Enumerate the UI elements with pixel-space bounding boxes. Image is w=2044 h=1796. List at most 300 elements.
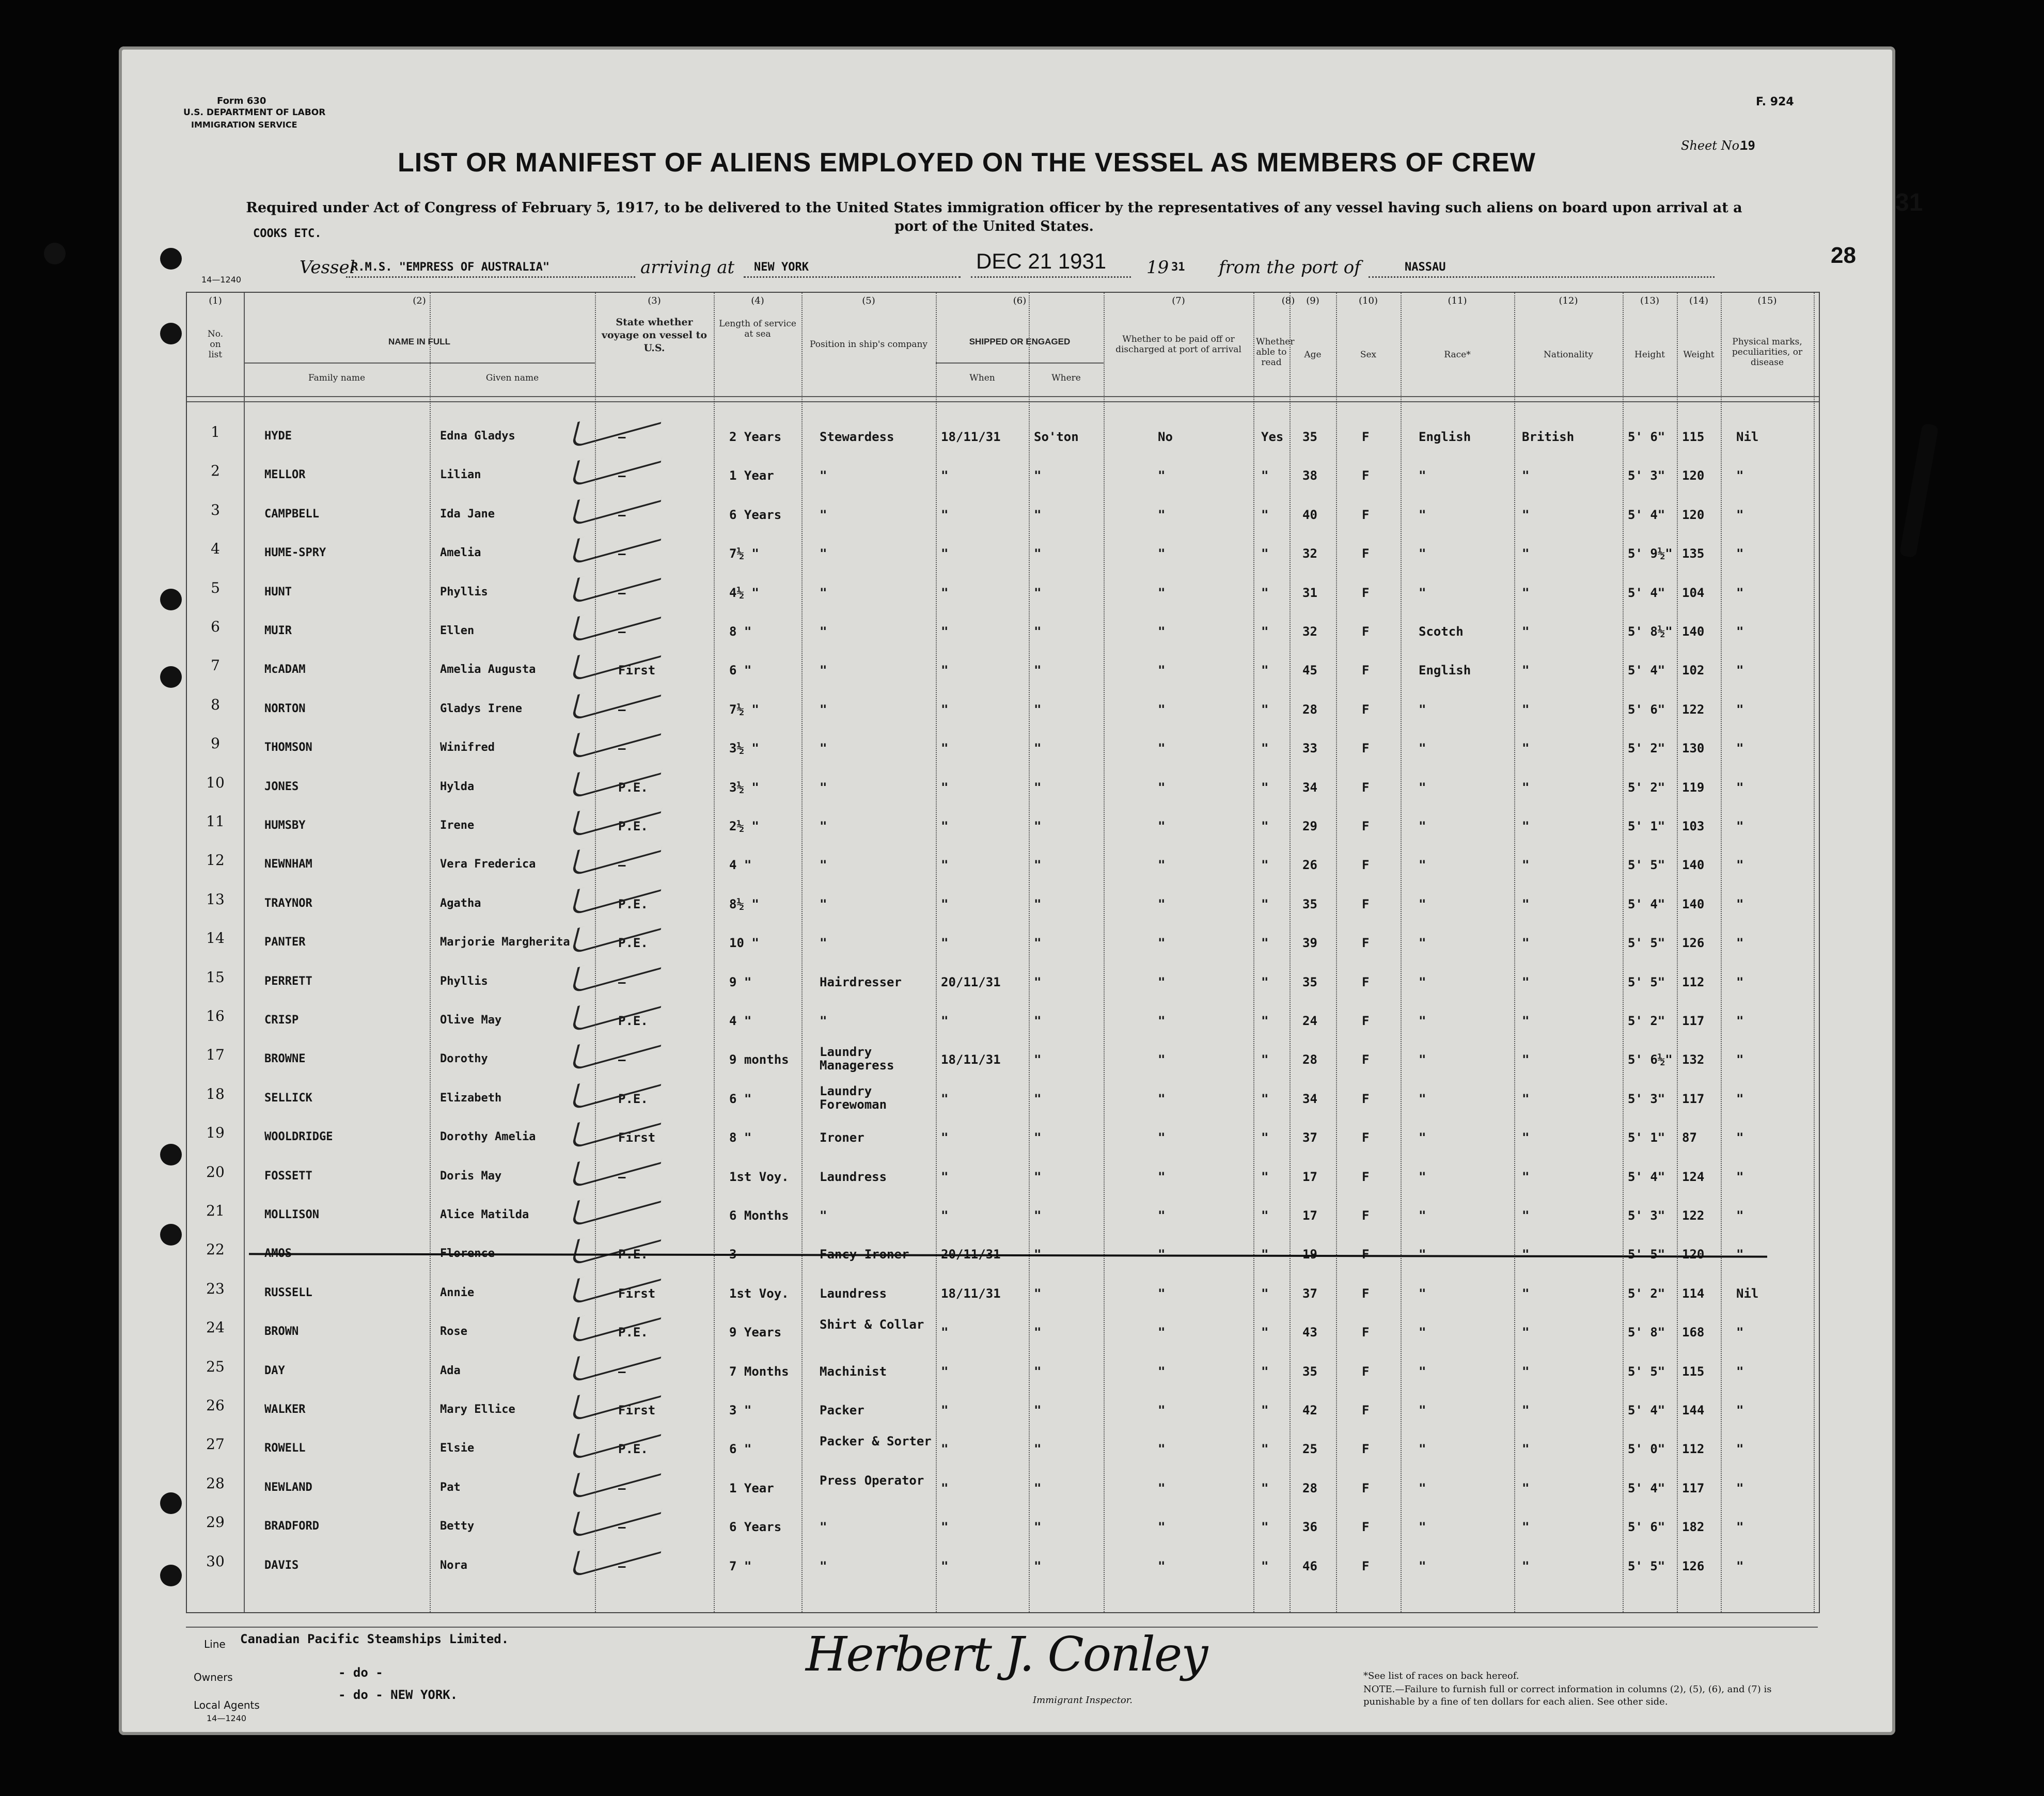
nationality-cell: " [1522, 1403, 1530, 1417]
weight-cell: 120 [1682, 468, 1705, 483]
voyage-cell: — [618, 974, 626, 989]
height-cell: 5' 3" [1628, 468, 1665, 483]
able-to-read-cell: " [1261, 936, 1269, 951]
row-number: 30 [206, 1552, 225, 1570]
race-cell: " [1419, 1325, 1426, 1340]
col-head-no: No. on list [207, 329, 224, 360]
row-number: 18 [206, 1085, 225, 1102]
col-num: (12) [1559, 295, 1578, 306]
height-cell: 5' 5" [1628, 936, 1665, 951]
shipped-where-cell: " [1034, 780, 1042, 795]
able-to-read-cell: " [1261, 780, 1269, 795]
family-name-cell: McADAM [264, 663, 306, 676]
able-to-read-cell: " [1261, 1014, 1269, 1028]
shipped-where-cell: " [1034, 1286, 1042, 1301]
table-row [187, 657, 1819, 694]
year-prefix: 19 [1146, 257, 1169, 278]
voyage-cell: — [618, 741, 626, 756]
weight-cell: 102 [1682, 663, 1705, 678]
voyage-cell: — [618, 1052, 626, 1067]
footer-form-code: 14—1240 [207, 1713, 247, 1723]
f-number: F. 924 [1756, 96, 1794, 108]
age-cell: 28 [1302, 702, 1317, 717]
shipped-when-cell: 20/11/31 [941, 974, 1001, 989]
shipped-where-cell: " [1034, 702, 1042, 717]
nationality-cell: " [1522, 507, 1530, 522]
family-name-cell: WALKER [264, 1403, 306, 1416]
col-head-where: Where [1051, 373, 1081, 383]
binder-hole [160, 666, 182, 688]
row-number: 12 [206, 852, 225, 869]
age-cell: 37 [1302, 1286, 1317, 1301]
shipped-where-cell: " [1034, 507, 1042, 522]
marks-cell: Nil [1736, 430, 1759, 444]
paid-off-cell: " [1158, 819, 1166, 833]
shipped-when-cell: " [941, 1442, 949, 1457]
row-number: 3 [211, 501, 220, 518]
name-divider [244, 363, 595, 364]
service-cell: 4½ " [729, 585, 759, 600]
agents-label: Local Agents [194, 1699, 260, 1711]
owners-label: Owners [194, 1671, 233, 1683]
position-cell: " [820, 468, 827, 483]
height-cell: 5' 6" [1628, 1520, 1665, 1535]
shipped-where-cell: " [1034, 1091, 1042, 1106]
row-number: 11 [206, 813, 225, 830]
position-cell: " [820, 663, 827, 678]
shipped-where-cell: So'ton [1034, 430, 1079, 444]
col-head-name: NAME IN FULL [388, 337, 450, 346]
nationality-cell: " [1522, 585, 1530, 600]
weight-cell: 135 [1682, 546, 1705, 561]
race-cell: " [1419, 1442, 1426, 1457]
paid-off-cell: " [1158, 585, 1166, 600]
family-name-cell: FOSSETT [264, 1169, 312, 1183]
able-to-read-cell: " [1261, 974, 1269, 989]
row-number: 20 [206, 1163, 225, 1180]
shipped-when-cell: " [941, 702, 949, 717]
service-cell: 3½ " [729, 741, 759, 756]
paid-off-cell: " [1158, 1286, 1166, 1301]
service-cell: 1st Voy. [729, 1286, 789, 1301]
weight-cell: 144 [1682, 1403, 1705, 1417]
height-cell: 5' 4" [1628, 1403, 1665, 1417]
age-cell: 29 [1302, 819, 1317, 833]
able-to-read-cell: " [1261, 1052, 1269, 1067]
row-number: 9 [211, 735, 220, 752]
shipped-where-cell: " [1034, 585, 1042, 600]
height-cell: 5' 2" [1628, 780, 1665, 795]
age-cell: 33 [1302, 741, 1317, 756]
able-to-read-cell: " [1261, 1442, 1269, 1457]
voyage-cell: — [618, 546, 626, 561]
row-number: 22 [206, 1241, 225, 1258]
given-name-cell: Phyllis [440, 974, 488, 988]
position-cell: " [820, 936, 827, 951]
able-to-read-cell: " [1261, 1520, 1269, 1535]
race-cell: " [1419, 896, 1426, 911]
position-cell: Press Operator [820, 1473, 924, 1488]
age-cell: 26 [1302, 858, 1317, 873]
table-row [187, 1552, 1819, 1590]
height-cell: 5' 4" [1628, 507, 1665, 522]
sex-cell: F [1362, 1208, 1370, 1223]
shipped-when-cell: " [941, 741, 949, 756]
given-name-cell: Betty [440, 1520, 475, 1533]
nationality-cell: " [1522, 1247, 1530, 1262]
position-cell: " [820, 896, 827, 911]
height-cell: 5' 8½" [1628, 624, 1673, 639]
service-cell: 2 Years [729, 430, 782, 444]
position-cell: Ironer [820, 1130, 864, 1145]
service-cell: 10 " [729, 936, 759, 951]
marks-cell: " [1736, 546, 1744, 561]
shipped-where-cell: " [1034, 624, 1042, 639]
table-row [187, 579, 1819, 617]
sex-cell: F [1362, 1480, 1370, 1495]
col-head-age: Age [1304, 350, 1322, 360]
from-port: NASSAU [1405, 261, 1446, 274]
shipped-where-cell: " [1034, 1403, 1042, 1417]
height-cell: 5' 6½" [1628, 1052, 1673, 1067]
shipped-when-cell: " [941, 1364, 949, 1379]
sex-cell: F [1362, 819, 1370, 833]
nationality-cell: " [1522, 1480, 1530, 1495]
given-name-cell: Agatha [440, 896, 481, 910]
race-cell: " [1419, 780, 1426, 795]
weight-cell: 114 [1682, 1286, 1705, 1301]
shipped-when-cell: " [941, 1558, 949, 1573]
nationality-cell: " [1522, 741, 1530, 756]
given-name-cell: Marjorie Margherita [440, 936, 570, 949]
position-cell: " [820, 702, 827, 717]
position-cell: " [820, 507, 827, 522]
race-cell: " [1419, 1558, 1426, 1573]
sheet-number: 19 [1740, 138, 1755, 153]
shipped-where-cell: " [1034, 1364, 1042, 1379]
age-cell: 17 [1302, 1169, 1317, 1184]
paid-off-cell: " [1158, 780, 1166, 795]
marks-cell: " [1736, 1442, 1744, 1457]
height-cell: 5' 4" [1628, 585, 1665, 600]
col-head-marks: Physical marks, peculiarities, or disease [1732, 337, 1803, 368]
given-name-cell: Gladys Irene [440, 702, 522, 715]
row-number: 25 [206, 1358, 225, 1375]
sex-cell: F [1362, 585, 1370, 600]
sex-cell: F [1362, 546, 1370, 561]
marks-cell: " [1736, 1403, 1744, 1417]
table-row [187, 1317, 1819, 1356]
able-to-read-cell: " [1261, 1325, 1269, 1340]
able-to-read-cell: " [1261, 1403, 1269, 1417]
sex-cell: F [1362, 741, 1370, 756]
height-cell: 5' 4" [1628, 663, 1665, 678]
height-cell: 5' 2" [1628, 1014, 1665, 1028]
weight-cell: 87 [1682, 1130, 1697, 1145]
given-name-cell: Phyllis [440, 585, 488, 598]
service-cell: 6 " [729, 663, 752, 678]
service-cell: 7 " [729, 1558, 752, 1573]
shipped-where-cell: " [1034, 546, 1042, 561]
form-code: 14—1240 [201, 275, 242, 285]
col-head-position: Position in ship's company [809, 339, 928, 350]
shipped-when-cell: 18/11/31 [941, 1052, 1001, 1067]
position-cell: Shirt & Collar [820, 1317, 924, 1332]
col-head-race: Race* [1444, 350, 1471, 360]
service-cell: 8 " [729, 1130, 752, 1145]
col-head-voyage: State whether voyage on vessel to U.S. [601, 317, 707, 354]
given-name-cell: Annie [440, 1286, 475, 1299]
paid-off-cell: " [1158, 896, 1166, 911]
voyage-cell: — [618, 1558, 626, 1573]
shipped-when-cell: " [941, 1325, 949, 1340]
service-cell: 1 Year [729, 468, 774, 483]
height-cell: 5' 1" [1628, 819, 1665, 833]
shipped-when-cell: " [941, 1169, 949, 1184]
voyage-cell: — [618, 430, 626, 444]
nationality-cell: " [1522, 663, 1530, 678]
age-cell: 24 [1302, 1014, 1317, 1028]
department-stamp: COOKS ETC. [253, 227, 322, 240]
height-cell: 5' 5" [1628, 1247, 1665, 1262]
family-name-cell: HUMSBY [264, 819, 306, 832]
col-head-sex: Sex [1360, 350, 1377, 360]
able-to-read-cell: " [1261, 1364, 1269, 1379]
table-row [187, 540, 1819, 577]
row-number: 2 [211, 462, 220, 480]
voyage-cell: — [618, 858, 626, 873]
age-cell: 25 [1302, 1442, 1317, 1457]
shipped-where-cell: " [1034, 1558, 1042, 1573]
given-name-cell: Pat [440, 1480, 461, 1494]
position-cell: Laundress [820, 1169, 887, 1184]
weight-cell: 182 [1682, 1520, 1705, 1535]
nationality-cell: " [1522, 1208, 1530, 1223]
table-row [187, 1514, 1819, 1551]
able-to-read-cell: " [1261, 1480, 1269, 1495]
nationality-cell: " [1522, 1558, 1530, 1573]
paid-off-cell: " [1158, 1130, 1166, 1145]
able-to-read-cell: " [1261, 585, 1269, 600]
paid-off-cell: " [1158, 1325, 1166, 1340]
table-row [187, 968, 1819, 1006]
family-name-cell: WOOLDRIDGE [264, 1130, 333, 1144]
marks-cell: " [1736, 1052, 1744, 1067]
paid-off-cell: " [1158, 663, 1166, 678]
binder-hole [160, 323, 182, 344]
owners-value: - do - [338, 1665, 383, 1680]
inspector-signature: Herbert J. Conley [806, 1627, 1207, 1682]
paid-off-cell: " [1158, 1558, 1166, 1573]
sex-cell: F [1362, 1130, 1370, 1145]
shipped-where-cell: " [1034, 1247, 1042, 1262]
voyage-cell: P.E. [618, 819, 648, 833]
marks-cell: " [1736, 702, 1744, 717]
shipped-where-cell: " [1034, 936, 1042, 951]
race-cell: " [1419, 819, 1426, 833]
col-head-family: Family name [308, 373, 366, 383]
shipped-where-cell: " [1034, 1169, 1042, 1184]
sex-cell: F [1362, 896, 1370, 911]
service-cell: 3 [729, 1247, 737, 1262]
shipped-when-cell: " [941, 819, 949, 833]
nationality-cell: " [1522, 1325, 1530, 1340]
weight-cell: 119 [1682, 780, 1705, 795]
row-number: 8 [211, 696, 220, 713]
age-cell: 28 [1302, 1052, 1317, 1067]
col-num: (15) [1757, 295, 1777, 306]
weight-cell: 124 [1682, 1169, 1705, 1184]
col-num: (8) [1281, 295, 1295, 306]
service-cell: 8 " [729, 624, 752, 639]
family-name-cell: NEWNHAM [264, 858, 312, 871]
arriving-port: NEW YORK [754, 261, 809, 274]
service-cell: 3½ " [729, 780, 759, 795]
col-num: (11) [1448, 295, 1467, 306]
height-cell: 5' 5" [1628, 1558, 1665, 1573]
shipped-when-cell: " [941, 1130, 949, 1145]
table-row [187, 1397, 1819, 1434]
nationality-cell: " [1522, 936, 1530, 951]
service-cell: 1 Year [729, 1480, 774, 1495]
voyage-cell: First [618, 663, 656, 678]
nationality-cell: " [1522, 468, 1530, 483]
arriving-label: arriving at [640, 257, 735, 278]
able-to-read-cell: " [1261, 741, 1269, 756]
race-cell: " [1419, 585, 1426, 600]
department-name: U.S. DEPARTMENT OF LABOR [183, 107, 326, 118]
sex-cell: F [1362, 1014, 1370, 1028]
table-row [187, 1473, 1819, 1512]
position-cell: " [820, 1208, 827, 1223]
given-name-cell: Vera Frederica [440, 858, 536, 871]
family-name-cell: BRADFORD [264, 1520, 319, 1533]
height-cell: 5' 4" [1628, 896, 1665, 911]
nationality-cell: " [1522, 1014, 1530, 1028]
table-row [187, 1202, 1819, 1239]
nationality-cell: " [1522, 974, 1530, 989]
marks-cell: " [1736, 780, 1744, 795]
able-to-read-cell: " [1261, 546, 1269, 561]
given-name-cell: Winifred [440, 741, 495, 754]
marks-cell: " [1736, 1014, 1744, 1028]
marks-cell: " [1736, 585, 1744, 600]
page-number: 31 [1895, 189, 1923, 216]
given-name-cell: Doris May [440, 1169, 502, 1183]
marks-cell: " [1736, 974, 1744, 989]
service-cell: 6 " [729, 1442, 752, 1457]
shipped-when-cell: " [941, 585, 949, 600]
nationality-cell: " [1522, 780, 1530, 795]
height-cell: 5' 4" [1628, 1169, 1665, 1184]
shipped-when-cell: " [941, 1403, 949, 1417]
race-cell: " [1419, 1052, 1426, 1067]
weight-cell: 120 [1682, 1247, 1705, 1262]
shipped-when-cell: 18/11/31 [941, 430, 1001, 444]
marks-cell: " [1736, 1558, 1744, 1573]
family-name-cell: HYDE [264, 430, 292, 443]
row-number: 28 [206, 1474, 225, 1492]
height-cell: 5' 9½" [1628, 546, 1673, 561]
shipped-where-cell: " [1034, 974, 1042, 989]
paid-off-cell: " [1158, 624, 1166, 639]
col-num: (3) [648, 295, 661, 306]
race-cell: " [1419, 468, 1426, 483]
sex-cell: F [1362, 468, 1370, 483]
family-name-cell: AMOS [264, 1247, 292, 1261]
family-name-cell: PANTER [264, 936, 306, 949]
age-cell: 42 [1302, 1403, 1317, 1417]
row-number: 4 [211, 540, 220, 558]
form-number: Form 630 [217, 96, 266, 106]
shipped-when-cell: " [941, 1014, 949, 1028]
voyage-cell: — [618, 1520, 626, 1535]
sheet-label: Sheet No. [1681, 138, 1743, 153]
table-row [187, 1045, 1819, 1083]
sex-cell: F [1362, 780, 1370, 795]
paid-off-cell: " [1158, 1169, 1166, 1184]
binder-hole [160, 1144, 182, 1165]
service-cell: 7½ " [729, 546, 759, 561]
given-name-cell: Amelia [440, 546, 481, 560]
service-cell: 9 Years [729, 1325, 782, 1340]
marks-cell: " [1736, 936, 1744, 951]
weight-cell: 168 [1682, 1325, 1705, 1340]
position-cell: " [820, 1014, 827, 1028]
height-cell: 5' 4" [1628, 1480, 1665, 1495]
race-cell: English [1419, 430, 1471, 444]
race-cell: " [1419, 1520, 1426, 1535]
nationality-cell: " [1522, 1364, 1530, 1379]
shipped-when-cell: " [941, 780, 949, 795]
year-value: 31 [1171, 261, 1185, 274]
given-name-cell: Rose [440, 1325, 467, 1338]
family-name-cell: MUIR [264, 624, 292, 637]
family-name-cell: NEWLAND [264, 1480, 312, 1494]
race-cell: " [1419, 1364, 1426, 1379]
row-number: 5 [211, 579, 220, 596]
paid-off-cell: No [1158, 430, 1173, 444]
voyage-cell: First [618, 1286, 656, 1301]
date-stamp: DEC 21 1931 [976, 249, 1107, 273]
weight-cell: 130 [1682, 741, 1705, 756]
given-name-cell: Lilian [440, 468, 481, 482]
nationality-cell: " [1522, 858, 1530, 873]
race-note: *See list of races on back hereof. [1363, 1671, 1519, 1681]
from-port-label: from the port of [1219, 257, 1361, 278]
position-cell: " [820, 858, 827, 873]
shipped-where-cell: " [1034, 858, 1042, 873]
voyage-cell: — [618, 1364, 626, 1379]
row-number: 29 [206, 1514, 225, 1531]
weight-cell: 112 [1682, 1442, 1705, 1457]
service-cell: 8½ " [729, 896, 759, 911]
row-number: 10 [206, 774, 225, 791]
given-name-cell: Elizabeth [440, 1091, 502, 1105]
family-name-cell: CAMPBELL [264, 507, 319, 521]
able-to-read-cell: " [1261, 663, 1269, 678]
race-cell: " [1419, 1091, 1426, 1106]
table-row [187, 462, 1819, 499]
able-to-read-cell: " [1261, 624, 1269, 639]
table-row [187, 423, 1819, 461]
row-number: 7 [211, 657, 220, 674]
paid-off-cell: " [1158, 1403, 1166, 1417]
col-head-height: Height [1634, 350, 1665, 360]
col-head-service: Length of service at sea [719, 319, 796, 339]
paid-off-cell: " [1158, 507, 1166, 522]
given-name-cell: Hylda [440, 780, 475, 793]
